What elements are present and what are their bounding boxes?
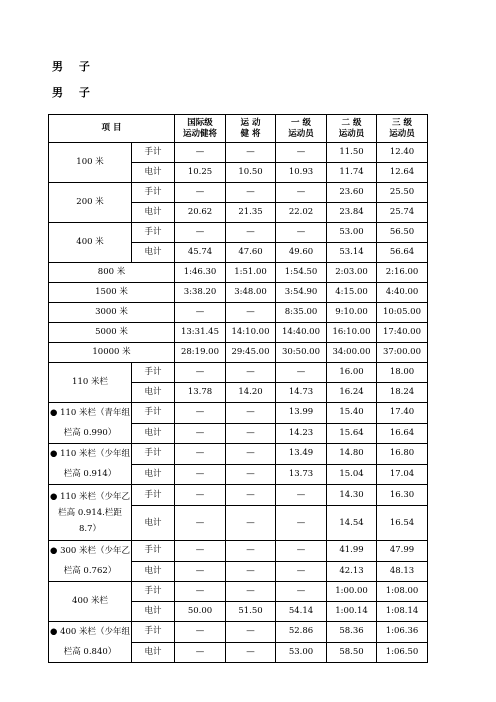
event-name: 400 米 bbox=[49, 223, 132, 263]
timing-type: 电计 bbox=[132, 203, 175, 223]
mark-cell: 58.50 bbox=[327, 642, 377, 663]
mark-cell: — bbox=[226, 363, 276, 383]
header-level bbox=[327, 115, 377, 143]
mark-cell: — bbox=[175, 561, 226, 582]
timing-type: 电计 bbox=[132, 423, 175, 444]
mark-cell: 53.00 bbox=[327, 223, 377, 243]
mark-cell: 1:51.00 bbox=[226, 263, 276, 283]
mark-cell: — bbox=[175, 506, 226, 541]
mark-cell: 14:40.00 bbox=[276, 323, 327, 343]
timing-type: 手计 bbox=[132, 223, 175, 243]
mark-cell: 54.14 bbox=[276, 602, 327, 622]
mark-cell: 1:08.00 bbox=[377, 582, 428, 602]
mark-cell: 8:35.00 bbox=[276, 303, 327, 323]
mark-cell: 53.00 bbox=[276, 642, 327, 663]
mark-cell: — bbox=[175, 464, 226, 485]
mark-cell: 14.30 bbox=[327, 485, 377, 506]
mark-cell: 41.99 bbox=[327, 541, 377, 562]
mark-cell: 13:31.45 bbox=[175, 323, 226, 343]
mark-cell: 37:00.00 bbox=[377, 343, 428, 363]
mark-cell: 10.25 bbox=[175, 163, 226, 183]
mark-cell: 14.73 bbox=[276, 383, 327, 403]
table-row bbox=[49, 622, 428, 643]
mark-cell: — bbox=[175, 143, 226, 163]
mark-cell: — bbox=[226, 642, 276, 663]
mark-cell: 14.54 bbox=[327, 506, 377, 541]
section-heading: 男 子 bbox=[52, 86, 96, 99]
mark-cell: 16.00 bbox=[327, 363, 377, 383]
timing-type: 电计 bbox=[132, 383, 175, 403]
table-row bbox=[49, 541, 428, 562]
mark-cell: 17.04 bbox=[377, 464, 428, 485]
mark-cell: 47.60 bbox=[226, 243, 276, 263]
mark-cell: 17:40.00 bbox=[377, 323, 428, 343]
mark-cell: 10.93 bbox=[276, 163, 327, 183]
mark-cell: 11.74 bbox=[327, 163, 377, 183]
mark-cell: — bbox=[175, 541, 226, 562]
event-name: 5000 米 bbox=[49, 323, 175, 343]
mark-cell: — bbox=[175, 622, 226, 643]
mark-cell: 16.24 bbox=[327, 383, 377, 403]
mark-cell: — bbox=[226, 622, 276, 643]
timing-type: 电计 bbox=[132, 561, 175, 582]
mark-cell: 13.49 bbox=[276, 444, 327, 465]
table-row bbox=[49, 485, 428, 506]
mark-cell: 4:15.00 bbox=[327, 283, 377, 303]
header-level-line: 运动员 bbox=[288, 128, 314, 139]
event-name: ● 110 米栏（少年乙栏高 0.914.栏距 8.7） bbox=[49, 485, 132, 541]
mark-cell: — bbox=[226, 506, 276, 541]
mark-cell: 16.54 bbox=[377, 506, 428, 541]
timing-type: 手计 bbox=[132, 485, 175, 506]
mark-cell: 48.13 bbox=[377, 561, 428, 582]
header-level-line: 二 级 bbox=[341, 117, 362, 128]
mark-cell: 1:00.00 bbox=[327, 582, 377, 602]
mark-cell: — bbox=[226, 423, 276, 444]
mark-cell: 18.24 bbox=[377, 383, 428, 403]
mark-cell: — bbox=[276, 582, 327, 602]
mark-cell: — bbox=[226, 183, 276, 203]
event-name: 1500 米 bbox=[49, 283, 175, 303]
mark-cell: — bbox=[175, 423, 226, 444]
mark-cell: 2:03.00 bbox=[327, 263, 377, 283]
header-level bbox=[175, 115, 226, 143]
timing-type: 手计 bbox=[132, 444, 175, 465]
mark-cell: — bbox=[226, 143, 276, 163]
table-row bbox=[49, 444, 428, 465]
header-level bbox=[276, 115, 327, 143]
mark-cell: 53.14 bbox=[327, 243, 377, 263]
mark-cell: 56.64 bbox=[377, 243, 428, 263]
event-name: 110 米栏 bbox=[49, 363, 132, 403]
timing-type: 电计 bbox=[132, 163, 175, 183]
mark-cell: 3:54.90 bbox=[276, 283, 327, 303]
event-name: ● 300 米栏（少年乙栏高 0.762） bbox=[49, 541, 132, 582]
mark-cell: 23.60 bbox=[327, 183, 377, 203]
mark-cell: — bbox=[175, 444, 226, 465]
timing-type: 电计 bbox=[132, 464, 175, 485]
table-row bbox=[49, 343, 428, 363]
standards-table bbox=[48, 114, 428, 663]
mark-cell: — bbox=[226, 303, 276, 323]
header-level-line: 运动员 bbox=[389, 128, 415, 139]
table-row bbox=[49, 183, 428, 203]
mark-cell: — bbox=[175, 582, 226, 602]
mark-cell: 30:50.00 bbox=[276, 343, 327, 363]
mark-cell: — bbox=[276, 506, 327, 541]
mark-cell: 25.74 bbox=[377, 203, 428, 223]
mark-cell: 45.74 bbox=[175, 243, 226, 263]
header-level bbox=[377, 115, 428, 143]
table-row bbox=[49, 363, 428, 383]
event-name: ● 110 米栏（少年组栏高 0.914） bbox=[49, 444, 132, 485]
mark-cell: 51.50 bbox=[226, 602, 276, 622]
mark-cell: 1:46.30 bbox=[175, 263, 226, 283]
event-name: 200 米 bbox=[49, 183, 132, 223]
timing-type: 电计 bbox=[132, 642, 175, 663]
table-row bbox=[49, 582, 428, 602]
timing-type: 电计 bbox=[132, 243, 175, 263]
mark-cell: — bbox=[175, 403, 226, 424]
event-name: 800 米 bbox=[49, 263, 175, 283]
mark-cell: — bbox=[175, 183, 226, 203]
mark-cell: 56.50 bbox=[377, 223, 428, 243]
mark-cell: 29:45.00 bbox=[226, 343, 276, 363]
mark-cell: 50.00 bbox=[175, 602, 226, 622]
timing-type: 电计 bbox=[132, 602, 175, 622]
timing-type: 手计 bbox=[132, 622, 175, 643]
mark-cell: 1:06.36 bbox=[377, 622, 428, 643]
mark-cell: — bbox=[226, 403, 276, 424]
mark-cell: 9:10.00 bbox=[327, 303, 377, 323]
mark-cell: — bbox=[276, 561, 327, 582]
mark-cell: 3:48.00 bbox=[226, 283, 276, 303]
mark-cell: 14.23 bbox=[276, 423, 327, 444]
mark-cell: 17.40 bbox=[377, 403, 428, 424]
event-name: ● 400 米栏（少年组栏高 0.840） bbox=[49, 622, 132, 663]
mark-cell: 1:08.14 bbox=[377, 602, 428, 622]
header-level-line: 运动员 bbox=[338, 128, 365, 139]
timing-type: 手计 bbox=[132, 143, 175, 163]
mark-cell: 1:06.50 bbox=[377, 642, 428, 663]
table-row bbox=[49, 323, 428, 343]
mark-cell: — bbox=[226, 485, 276, 506]
table-row bbox=[49, 223, 428, 243]
mark-cell: 3:38.20 bbox=[175, 283, 226, 303]
mark-cell: 16.30 bbox=[377, 485, 428, 506]
mark-cell: 21.35 bbox=[226, 203, 276, 223]
mark-cell: — bbox=[226, 223, 276, 243]
header-level-line: 运动健将 bbox=[182, 128, 217, 139]
mark-cell: 15.40 bbox=[327, 403, 377, 424]
mark-cell: 1:54.50 bbox=[276, 263, 327, 283]
mark-cell: — bbox=[226, 582, 276, 602]
table-row bbox=[49, 303, 428, 323]
mark-cell: — bbox=[175, 223, 226, 243]
mark-cell: — bbox=[226, 464, 276, 485]
timing-type: 手计 bbox=[132, 183, 175, 203]
table-row bbox=[49, 403, 428, 424]
table-row bbox=[49, 143, 428, 163]
mark-cell: — bbox=[276, 223, 327, 243]
timing-type: 手计 bbox=[132, 541, 175, 562]
mark-cell: — bbox=[175, 642, 226, 663]
mark-cell: 28:19.00 bbox=[175, 343, 226, 363]
mark-cell: — bbox=[276, 183, 327, 203]
mark-cell: 14.80 bbox=[327, 444, 377, 465]
timing-type: 手计 bbox=[132, 582, 175, 602]
header-level-line: 健 将 bbox=[240, 128, 261, 139]
mark-cell: 25.50 bbox=[377, 183, 428, 203]
mark-cell: 18.00 bbox=[377, 363, 428, 383]
event-name: 10000 米 bbox=[49, 343, 175, 363]
header-item: 项 目 bbox=[49, 115, 175, 143]
mark-cell: 15.64 bbox=[327, 423, 377, 444]
mark-cell: 58.36 bbox=[327, 622, 377, 643]
page-heading: 男 子 bbox=[52, 60, 96, 73]
mark-cell: 16.80 bbox=[377, 444, 428, 465]
mark-cell: 13.99 bbox=[276, 403, 327, 424]
mark-cell: 13.78 bbox=[175, 383, 226, 403]
mark-cell: — bbox=[226, 444, 276, 465]
mark-cell: 23.84 bbox=[327, 203, 377, 223]
mark-cell: 2:16.00 bbox=[377, 263, 428, 283]
mark-cell: 47.99 bbox=[377, 541, 428, 562]
mark-cell: 20.62 bbox=[175, 203, 226, 223]
mark-cell: — bbox=[175, 303, 226, 323]
timing-type: 电计 bbox=[132, 506, 175, 541]
mark-cell: 11.50 bbox=[327, 143, 377, 163]
header-level-line: 三 级 bbox=[392, 117, 412, 128]
event-name: ● 110 米栏（青年组栏高 0.990） bbox=[49, 403, 132, 444]
event-name: 400 米栏 bbox=[49, 582, 132, 622]
mark-cell: 22.02 bbox=[276, 203, 327, 223]
mark-cell: 52.86 bbox=[276, 622, 327, 643]
header-level bbox=[226, 115, 276, 143]
mark-cell: 13.73 bbox=[276, 464, 327, 485]
timing-type: 手计 bbox=[132, 403, 175, 424]
event-name: 3000 米 bbox=[49, 303, 175, 323]
timing-type: 手计 bbox=[132, 363, 175, 383]
header-level-line: 运 动 bbox=[240, 117, 261, 128]
mark-cell: 49.60 bbox=[276, 243, 327, 263]
mark-cell: — bbox=[276, 363, 327, 383]
mark-cell: 10.50 bbox=[226, 163, 276, 183]
mark-cell: 12.64 bbox=[377, 163, 428, 183]
header-level-line: 国际级 bbox=[187, 117, 213, 128]
table-row bbox=[49, 283, 428, 303]
mark-cell: 4:40.00 bbox=[377, 283, 428, 303]
mark-cell: 10:05.00 bbox=[377, 303, 428, 323]
mark-cell: 34:00.00 bbox=[327, 343, 377, 363]
mark-cell: 14.20 bbox=[226, 383, 276, 403]
mark-cell: — bbox=[276, 143, 327, 163]
mark-cell: 1:00.14 bbox=[327, 602, 377, 622]
mark-cell: 14:10.00 bbox=[226, 323, 276, 343]
mark-cell: — bbox=[276, 485, 327, 506]
table-row bbox=[49, 263, 428, 283]
mark-cell: — bbox=[276, 541, 327, 562]
event-name: 100 米 bbox=[49, 143, 132, 183]
mark-cell: 16.64 bbox=[377, 423, 428, 444]
mark-cell: 16:10.00 bbox=[327, 323, 377, 343]
mark-cell: — bbox=[175, 363, 226, 383]
mark-cell: — bbox=[226, 541, 276, 562]
mark-cell: 15.04 bbox=[327, 464, 377, 485]
mark-cell: — bbox=[175, 485, 226, 506]
mark-cell: 42.13 bbox=[327, 561, 377, 582]
mark-cell: 12.40 bbox=[377, 143, 428, 163]
header-level-line: 一 级 bbox=[291, 117, 311, 128]
mark-cell: — bbox=[226, 561, 276, 582]
